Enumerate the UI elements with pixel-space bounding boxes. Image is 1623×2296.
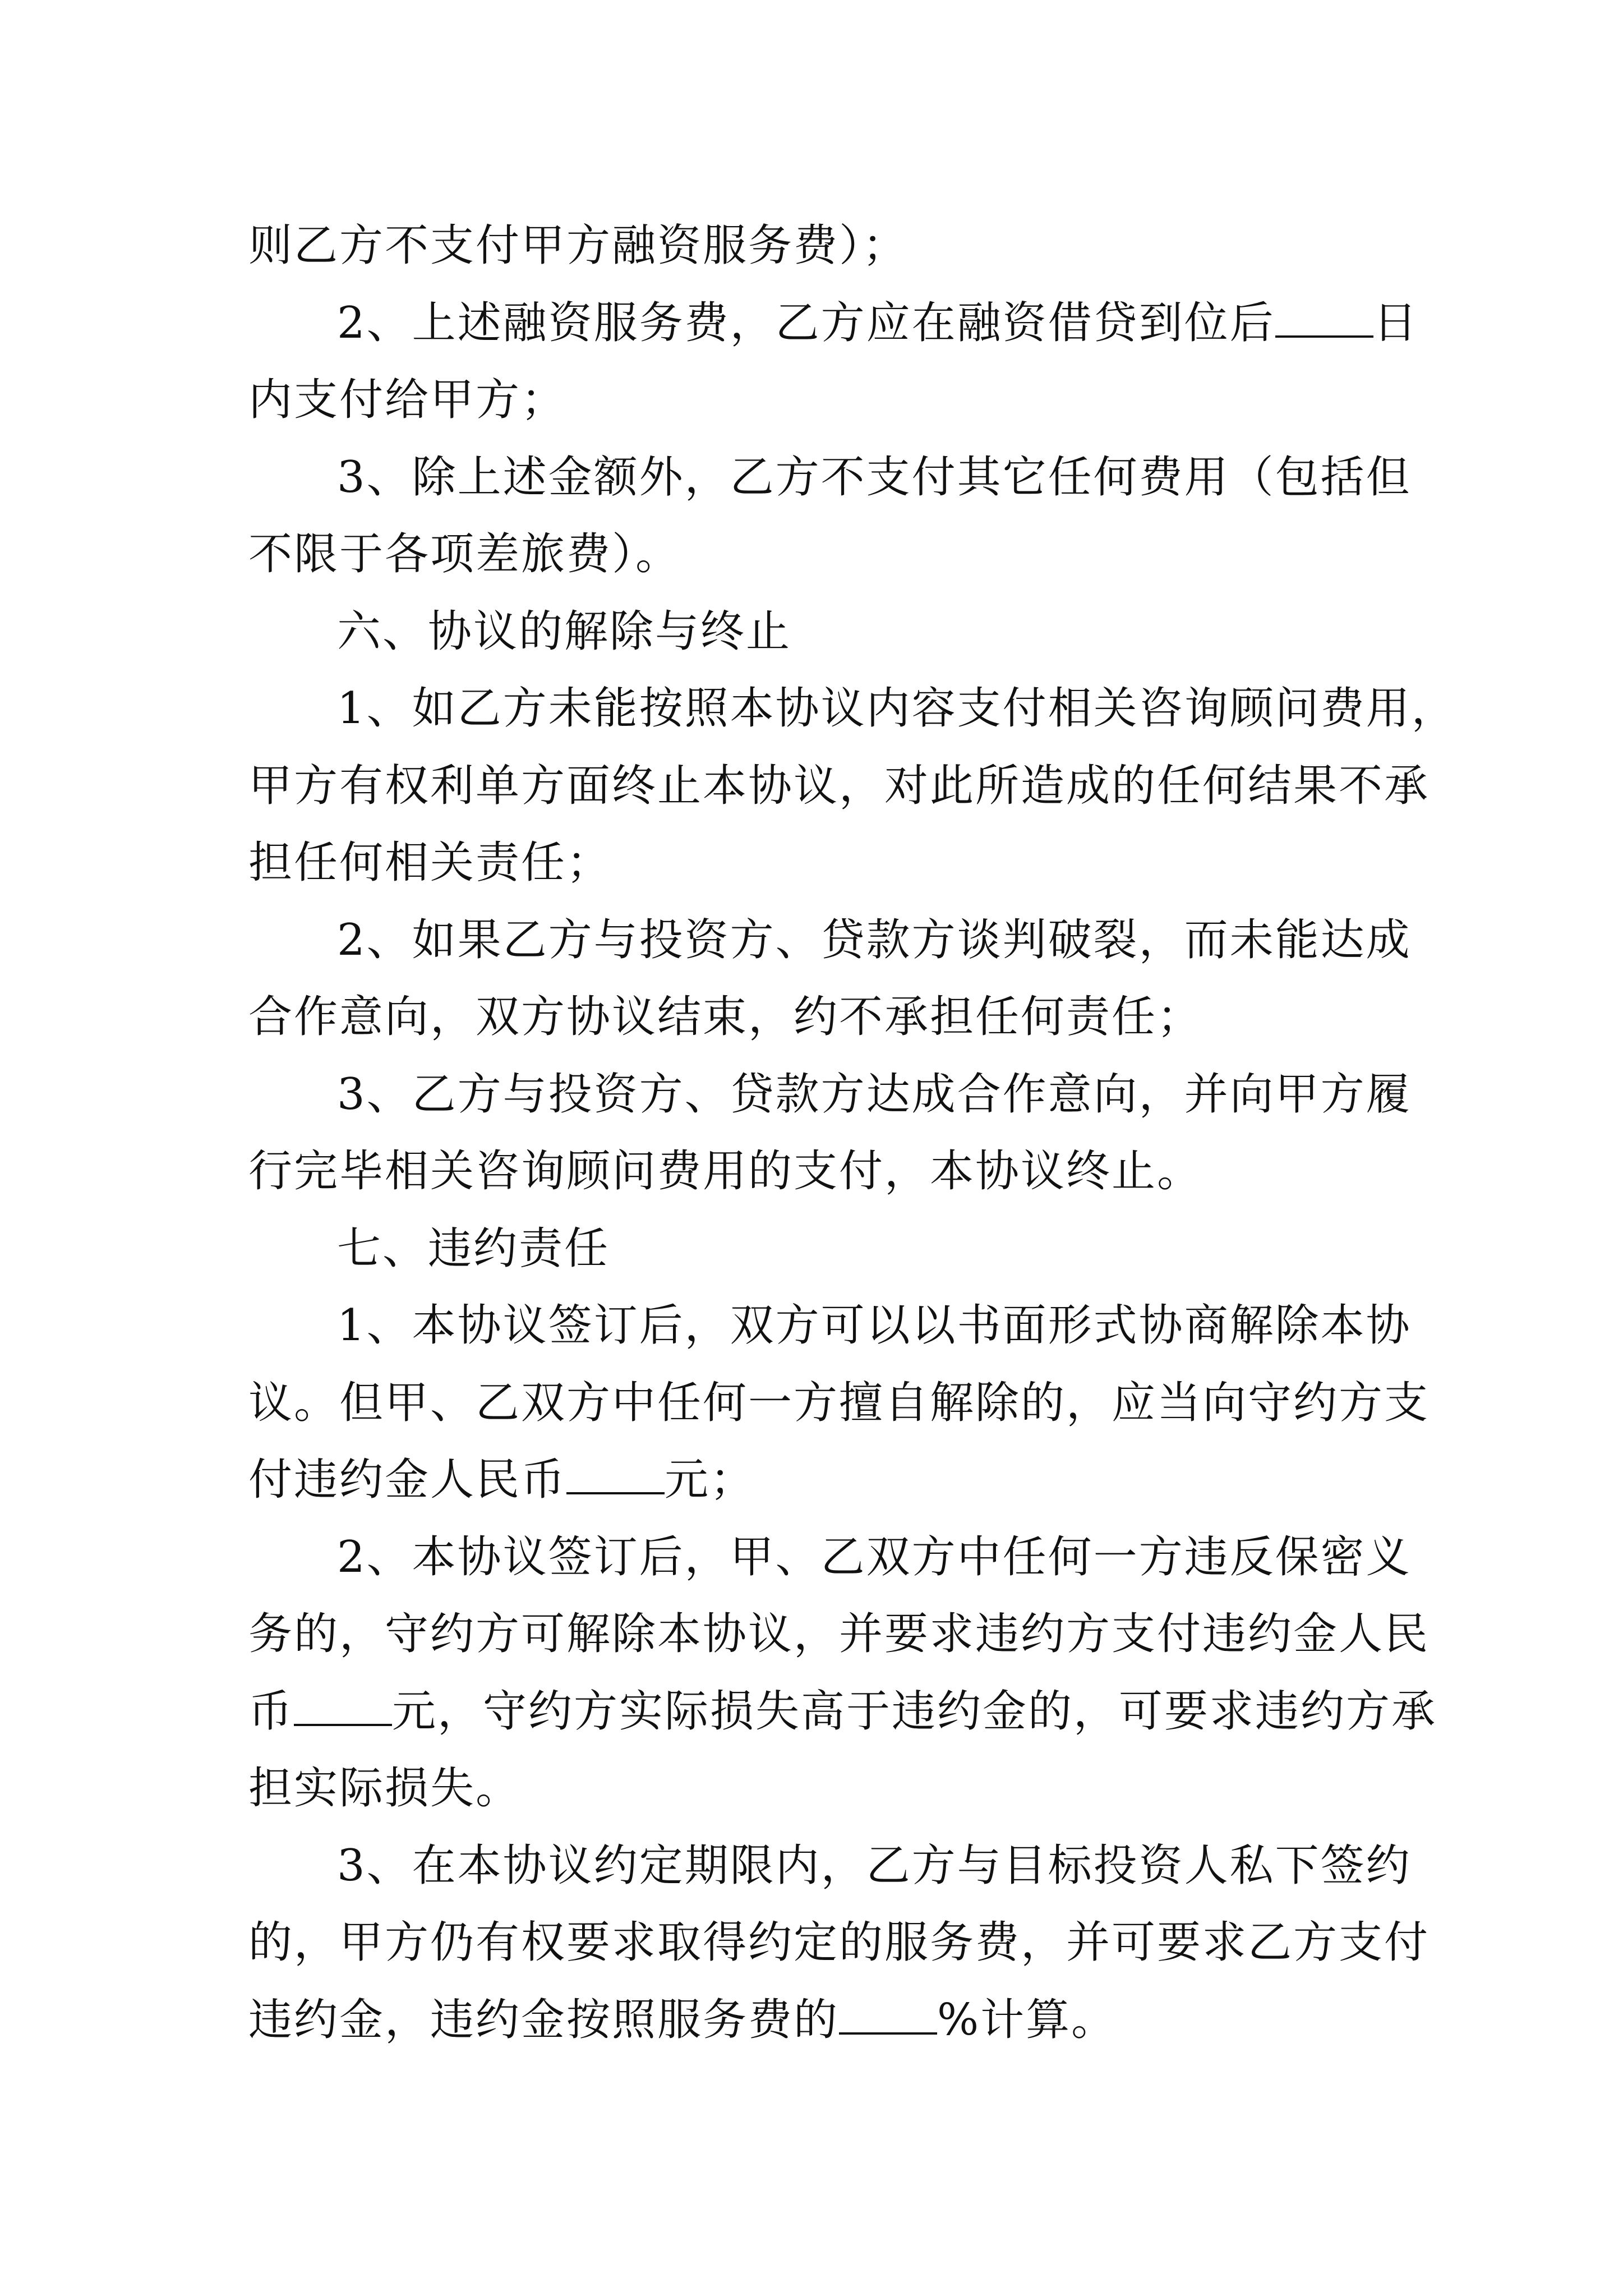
text-segment: 2、如果乙方与投资方、贷款方谈判破裂，而未能达成: [337, 914, 1412, 965]
text-segment: 3、在本协议约定期限内，乙方与目标投资人私下签约: [337, 1840, 1412, 1891]
text-line: [248, 825, 1393, 902]
text-segment: 1、如乙方未能按照本协议内容支付相关咨询顾问费用，: [337, 683, 1457, 734]
text-segment: 币: [248, 1686, 294, 1737]
paragraph-start-line: [248, 1056, 1412, 1134]
text-segment: 日: [1373, 297, 1419, 348]
text-segment: 内支付给甲方；: [248, 375, 567, 425]
fill-in-blank[interactable]: [1275, 302, 1373, 338]
fill-in-blank[interactable]: [839, 1999, 937, 2035]
text-segment: 务的，守约方可解除本协议，并要求违约方支付违约金人民: [248, 1609, 1430, 1659]
paragraph-start-line: [248, 1828, 1412, 1905]
text-line: [248, 516, 1393, 593]
paragraph-start-line: [248, 439, 1412, 517]
paragraph-start-line: [248, 285, 1419, 362]
text-segment: 3、乙方与投资方、贷款方达成合作意向，并向甲方履: [337, 1069, 1412, 1120]
text-line: [248, 1365, 1430, 1442]
text-line: [248, 1750, 1393, 1828]
text-segment: 议。但甲、乙双方中任何一方擅自解除的，应当向守约方支: [248, 1377, 1430, 1428]
text-line: [248, 1904, 1430, 1982]
text-segment: 担实际损失。: [248, 1763, 522, 1814]
text-segment: 1、本协议签订后，双方可以以书面形式协商解除本协: [337, 1300, 1412, 1351]
text-segment: 不限于各项差旅费）。: [248, 529, 681, 579]
text-line: [248, 1673, 1437, 1751]
text-segment: 2、上述融资服务费，乙方应在融资借贷到位后: [337, 297, 1275, 348]
text-segment: 元；: [665, 1455, 756, 1505]
text-line: [248, 362, 1393, 439]
fill-in-blank[interactable]: [566, 1458, 665, 1494]
text-segment: 付违约金人民币: [248, 1455, 567, 1505]
text-segment: 的，甲方仍有权要求取得约定的服务费，并可要求乙方支付: [248, 1917, 1430, 1968]
text-line: [248, 1442, 1393, 1519]
text-segment: 3、除上述金额外，乙方不支付其它任何费用（包括但: [337, 452, 1412, 503]
text-segment: 2、本协议签订后，甲、乙双方中任何一方违反保密义: [337, 1531, 1412, 1582]
text-segment: 七、违约责任: [337, 1223, 610, 1274]
text-segment: 甲方有权利单方面终止本协议，对此所造成的任何结果不承: [248, 760, 1430, 811]
text-segment: 六、协议的解除与终止: [337, 606, 792, 657]
document-body: [248, 208, 1457, 2059]
text-line: [248, 748, 1430, 825]
text-line: [248, 208, 1393, 285]
section-heading: [248, 593, 1393, 671]
text-line: [248, 1133, 1393, 1211]
paragraph-start-line: [248, 670, 1457, 748]
text-segment: 合作意向，双方协议结束，约不承担任何责任；: [248, 992, 1203, 1042]
text-line: [248, 1596, 1430, 1673]
paragraph-start-line: [248, 1287, 1412, 1365]
text-segment: 则乙方不支付甲方融资服务费）；: [248, 220, 909, 271]
text-line: [248, 979, 1393, 1056]
text-segment: 违约金，违约金按照服务费的: [248, 1994, 840, 2045]
text-segment: 担任何相关责任；: [248, 838, 612, 888]
paragraph-start-line: [248, 1519, 1412, 1596]
section-heading: [248, 1211, 1393, 1288]
text-segment: %计算。: [937, 1994, 1117, 2045]
text-segment: 元，守约方实际损失高于违约金的，可要求违约方承: [392, 1686, 1437, 1737]
paragraph-start-line: [248, 902, 1412, 979]
text-segment: 行完毕相关咨询顾问费用的支付，本协议终止。: [248, 1146, 1203, 1197]
text-line: [248, 1982, 1393, 2059]
fill-in-blank[interactable]: [294, 1690, 392, 1726]
